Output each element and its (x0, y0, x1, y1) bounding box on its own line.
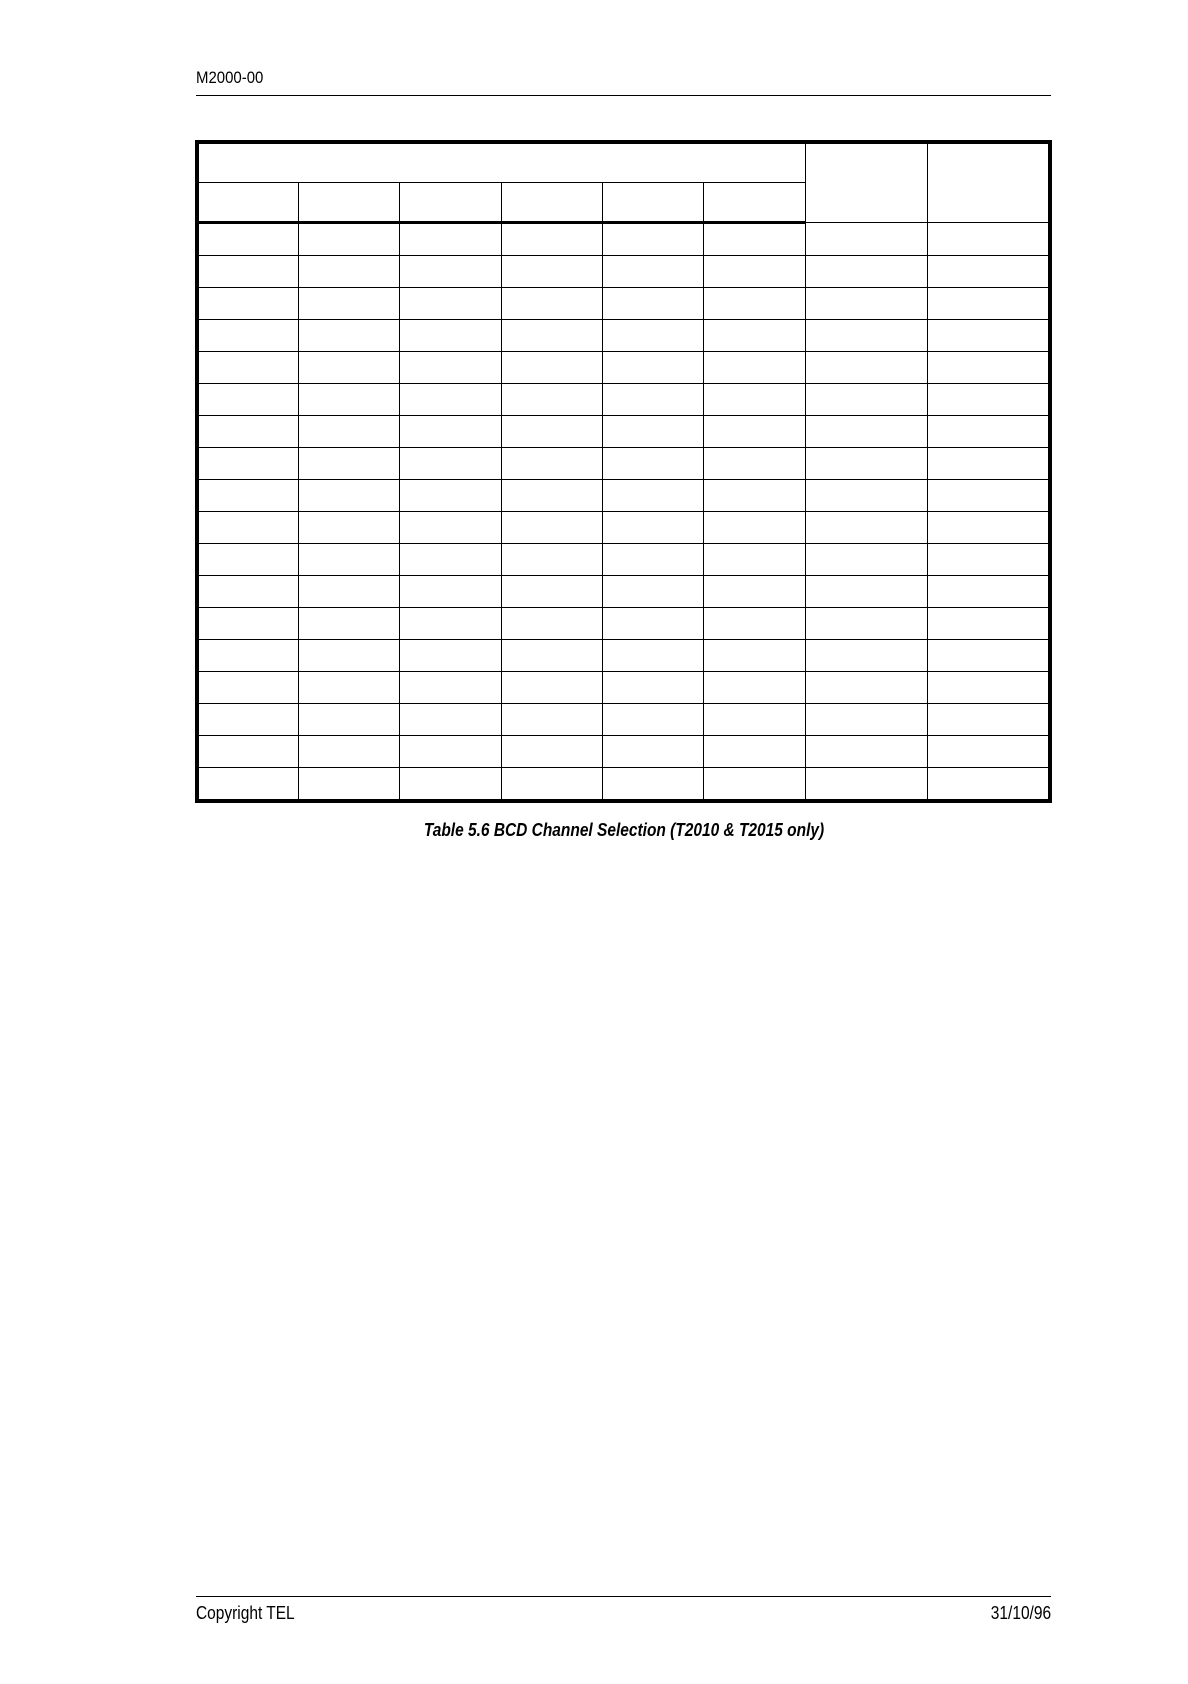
table-cell (197, 448, 298, 480)
table-cell (602, 352, 703, 384)
table-cell (400, 736, 501, 768)
table-cell (400, 672, 501, 704)
table-cell (197, 768, 298, 802)
table-cell (400, 416, 501, 448)
table-cell (400, 223, 501, 256)
table-cell (928, 416, 1050, 448)
table-cell (805, 672, 927, 704)
header-rule (196, 95, 1051, 96)
table-cell (805, 640, 927, 672)
table-cell (602, 576, 703, 608)
sub-header-2 (298, 183, 399, 223)
table-row (197, 416, 1050, 448)
table-cell (400, 448, 501, 480)
table-cell (400, 352, 501, 384)
table-row (197, 256, 1050, 288)
table-cell (197, 608, 298, 640)
table-cell (704, 640, 805, 672)
table-cell (805, 223, 927, 256)
table-row (197, 704, 1050, 736)
table-cell (298, 544, 399, 576)
table-cell (805, 704, 927, 736)
table-cell (602, 768, 703, 802)
table-cell (704, 384, 805, 416)
table-row (197, 480, 1050, 512)
table-row (197, 384, 1050, 416)
table-row (197, 736, 1050, 768)
table-cell (805, 768, 927, 802)
table-cell (928, 352, 1050, 384)
table-cell (704, 352, 805, 384)
table-cell (400, 320, 501, 352)
side-header-1 (805, 142, 927, 223)
table-cell (602, 256, 703, 288)
table-cell (602, 736, 703, 768)
table-cell (501, 384, 602, 416)
table-row (197, 223, 1050, 256)
table-cell (704, 768, 805, 802)
table-cell (501, 320, 602, 352)
table-cell (805, 544, 927, 576)
table-cell (501, 704, 602, 736)
table-cell (602, 384, 703, 416)
table-row (197, 352, 1050, 384)
table-cell (400, 544, 501, 576)
sub-header-1 (197, 183, 298, 223)
table-cell (602, 608, 703, 640)
table-cell (928, 320, 1050, 352)
table-cell (400, 480, 501, 512)
table-cell (501, 736, 602, 768)
table-cell (298, 256, 399, 288)
side-header-2 (928, 142, 1050, 223)
table-cell (298, 672, 399, 704)
table-cell (704, 448, 805, 480)
footer-date: 31/10/96 (990, 1603, 1051, 1623)
table-cell (928, 736, 1050, 768)
table-cell (501, 288, 602, 320)
table-cell (197, 223, 298, 256)
table-cell (704, 576, 805, 608)
table-cell (501, 672, 602, 704)
table-cell (197, 672, 298, 704)
table-cell (197, 640, 298, 672)
table-cell (400, 384, 501, 416)
table-cell (805, 352, 927, 384)
table-cell (805, 256, 927, 288)
table-cell (197, 256, 298, 288)
table-cell (928, 672, 1050, 704)
table-cell (602, 640, 703, 672)
table-cell (602, 672, 703, 704)
table-cell (602, 288, 703, 320)
table-cell (400, 576, 501, 608)
table-cell (805, 576, 927, 608)
table-cell (805, 512, 927, 544)
table-cell (602, 480, 703, 512)
table-cell (928, 640, 1050, 672)
table-cell (298, 576, 399, 608)
table-cell (928, 223, 1050, 256)
table-cell (704, 256, 805, 288)
table-caption: Table 5.6 BCD Channel Selection (T2010 & T2015 only) (423, 820, 825, 840)
table-row (197, 512, 1050, 544)
table-cell (805, 384, 927, 416)
table-cell (704, 320, 805, 352)
table-cell (928, 256, 1050, 288)
table-row (197, 768, 1050, 802)
table-cell (501, 352, 602, 384)
table-cell (400, 512, 501, 544)
table-cell (928, 608, 1050, 640)
document-id: M2000-00 (196, 68, 264, 87)
table-cell (298, 640, 399, 672)
table-cell (928, 448, 1050, 480)
table-cell (704, 736, 805, 768)
table-cell (805, 288, 927, 320)
table-cell (602, 544, 703, 576)
table-cell (197, 320, 298, 352)
table-cell (298, 320, 399, 352)
table-body (197, 223, 1050, 802)
table-cell (197, 576, 298, 608)
table-cell (805, 608, 927, 640)
table-cell (805, 736, 927, 768)
table-cell (501, 576, 602, 608)
table-cell (298, 608, 399, 640)
table-cell (400, 288, 501, 320)
table-cell (928, 288, 1050, 320)
table-cell (501, 608, 602, 640)
table-row (197, 608, 1050, 640)
table-cell (704, 416, 805, 448)
table-cell (928, 384, 1050, 416)
table-cell (197, 480, 298, 512)
table-cell (501, 448, 602, 480)
table-cell (197, 544, 298, 576)
table-cell (400, 640, 501, 672)
sub-header-5 (602, 183, 703, 223)
table-row (197, 640, 1050, 672)
table-cell (197, 704, 298, 736)
table-cell (805, 416, 927, 448)
table-cell (805, 320, 927, 352)
table-cell (298, 512, 399, 544)
table-cell (602, 448, 703, 480)
table-cell (298, 448, 399, 480)
bcd-group-header (197, 142, 805, 183)
bcd-channel-table (195, 140, 1052, 803)
table-cell (501, 768, 602, 802)
table-cell (501, 480, 602, 512)
table-cell (400, 256, 501, 288)
table-row (197, 672, 1050, 704)
table-cell (501, 640, 602, 672)
table-cell (704, 544, 805, 576)
table-cell (602, 512, 703, 544)
sub-header-4 (501, 183, 602, 223)
table-cell (298, 288, 399, 320)
table-cell (704, 704, 805, 736)
table-cell (197, 352, 298, 384)
sub-header-3 (400, 183, 501, 223)
table-cell (704, 608, 805, 640)
table-cell (197, 384, 298, 416)
table-cell (400, 608, 501, 640)
table-cell (704, 512, 805, 544)
table-cell (298, 736, 399, 768)
table-cell (928, 544, 1050, 576)
sub-header-6 (704, 183, 805, 223)
table-cell (197, 512, 298, 544)
table-cell (704, 672, 805, 704)
table-cell (298, 768, 399, 802)
table-cell (602, 320, 703, 352)
table-cell (704, 288, 805, 320)
table-row (197, 544, 1050, 576)
table-cell (704, 223, 805, 256)
table-cell (805, 448, 927, 480)
table-cell (928, 576, 1050, 608)
footer-copyright: Copyright TEL (196, 1603, 295, 1623)
table-cell (298, 352, 399, 384)
table-cell (501, 256, 602, 288)
table-cell (928, 512, 1050, 544)
table-cell (197, 736, 298, 768)
table-cell (928, 480, 1050, 512)
table-cell (400, 768, 501, 802)
table-cell (928, 768, 1050, 802)
table-cell (501, 223, 602, 256)
table-cell (602, 223, 703, 256)
table-row (197, 288, 1050, 320)
table-cell (704, 480, 805, 512)
table-cell (501, 512, 602, 544)
table-cell (602, 704, 703, 736)
table-cell (298, 223, 399, 256)
table-row (197, 320, 1050, 352)
table-cell (400, 704, 501, 736)
table-cell (805, 480, 927, 512)
table-row (197, 448, 1050, 480)
table-cell (197, 416, 298, 448)
table-cell (602, 416, 703, 448)
table-cell (298, 384, 399, 416)
footer-rule (196, 1596, 1051, 1597)
table-cell (298, 480, 399, 512)
table-cell (928, 704, 1050, 736)
table-cell (197, 288, 298, 320)
table-cell (298, 704, 399, 736)
table-row (197, 576, 1050, 608)
table-cell (501, 544, 602, 576)
table-cell (501, 416, 602, 448)
table-cell (298, 416, 399, 448)
